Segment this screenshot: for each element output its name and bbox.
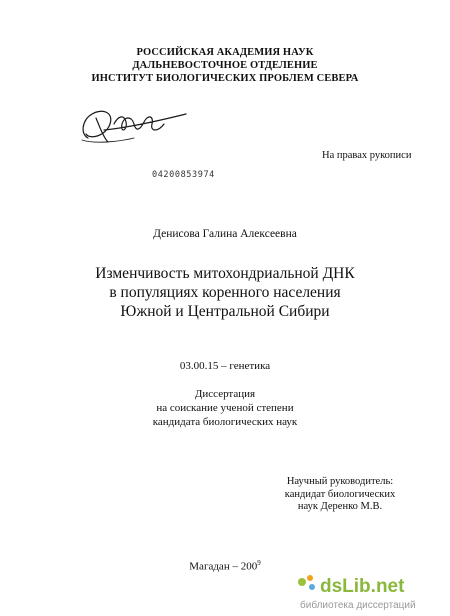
header-branch: ДАЛЬНЕВОСТОЧНОЕ ОТДЕЛЕНИЕ [132,60,318,71]
handwritten-signature [74,94,194,150]
title-line-1: Изменчивость митохондриальной ДНК [95,265,355,282]
supervisor-name: наук Деренко М.В. [297,501,383,512]
author-name: Денисова Галина Алексеевна [153,228,297,240]
supervisor-block [260,476,420,514]
supervisor-degree: кандидат биологических [284,488,396,500]
title-line-3: Южной и Центральной Сибири [120,303,330,320]
dslib-watermark [292,570,442,612]
watermark-subtitle: библиотека диссертаций [300,600,416,611]
dissertation-type: Диссертация [194,388,256,400]
city-year-superscript: 9 [257,559,261,567]
dissertation-purpose: на соискание ученой степени [156,402,294,414]
specialty: 03.00.15 – генетика [179,360,271,372]
header-institute: ИНСТИТУТ БИОЛОГИЧЕСКИХ ПРОБЛЕМ СЕВЕРА [91,73,359,84]
stamp-number: 04200853974 [152,170,215,180]
dissertation-degree: кандидата биологических наук [152,416,298,428]
title-line-2: в популяциях коренного населения [109,284,341,301]
supervisor-label: Научный руководитель: [286,476,394,487]
city-year-text: Магадан – 200 [189,560,258,573]
watermark-brand: dsLib.net [320,576,405,597]
header-academy: РОССИЙСКАЯ АКАДЕМИЯ НАУК [136,47,314,58]
rights-note: На правах рукописи [322,150,412,161]
